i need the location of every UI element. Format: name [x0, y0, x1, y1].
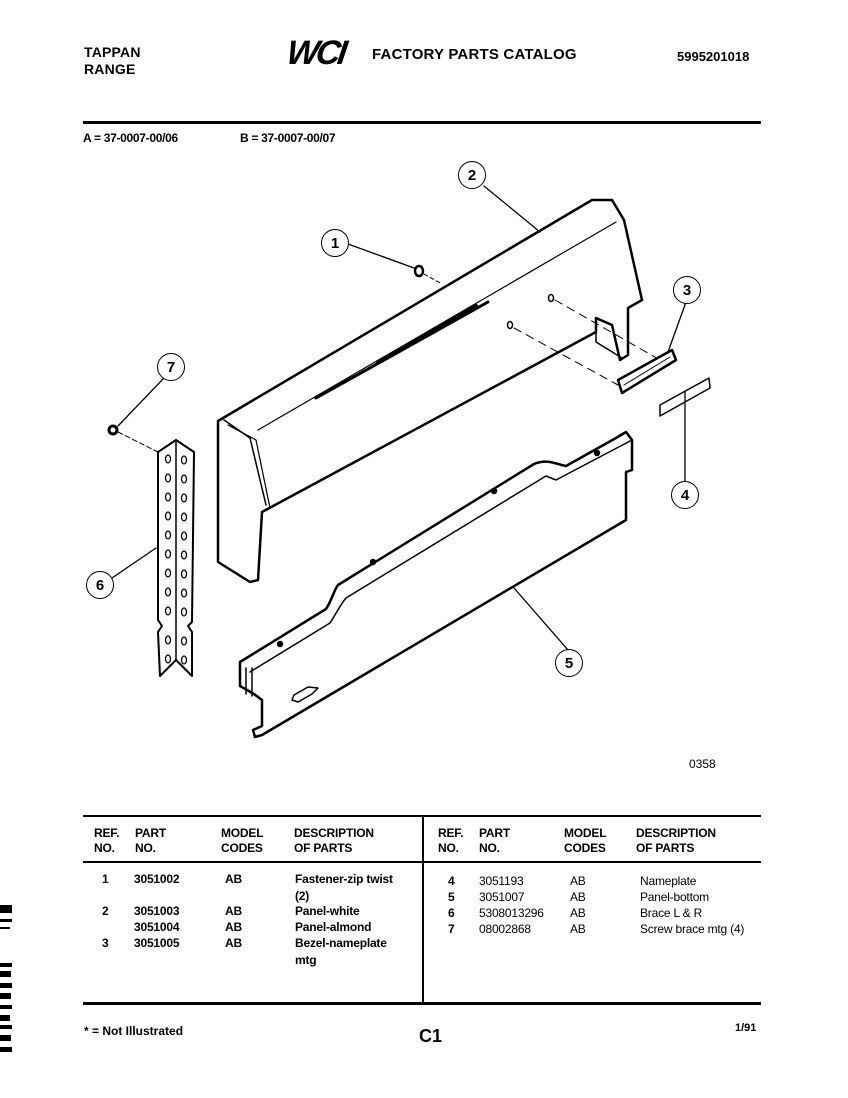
col-model-header-right: MODEL CODES	[564, 826, 607, 855]
description: Brace L & R	[640, 906, 703, 920]
model-codes: AB	[225, 936, 242, 950]
callout-4: 4	[671, 481, 699, 509]
description: Nameplate	[640, 874, 697, 888]
catalog-number: 5995201018	[677, 49, 750, 64]
page-code: C1	[419, 1026, 443, 1046]
ref-no: 1	[102, 872, 109, 886]
description: Panel-bottom	[640, 890, 709, 904]
model-codes: AB	[570, 874, 586, 888]
fastener-part	[415, 266, 423, 276]
col-ref-header-right: REF. NO.	[438, 826, 464, 855]
col-desc-header-right: DESCRIPTION OF PARTS	[636, 826, 716, 855]
revision-date: 1/91	[735, 1022, 757, 1034]
part-no: 3051193	[479, 874, 524, 888]
ref-no: 4	[448, 874, 455, 888]
callout-5: 5	[555, 649, 583, 677]
callout-1: 1	[321, 229, 349, 257]
brace-part	[158, 440, 194, 676]
ref-no: 2	[102, 904, 109, 918]
col-ref-header: REF. NO.	[94, 826, 120, 855]
model-codes: AB	[225, 904, 242, 918]
catalog-title: FACTORY PARTS CATALOG	[372, 46, 577, 63]
screw-part	[109, 426, 117, 434]
brand-name: TAPPAN	[84, 44, 141, 60]
description: Panel-almond	[295, 920, 372, 934]
model-codes: AB	[570, 922, 586, 936]
ref-no: 5	[448, 890, 455, 904]
part-no: 08002868	[479, 922, 531, 936]
model-b: B = 37-0007-00/07	[240, 131, 336, 145]
figure-code: 0358	[689, 757, 716, 771]
description: Bezel-nameplate	[295, 936, 387, 950]
description: Fastener-zip twist	[295, 872, 393, 886]
part-no: 3051005	[134, 936, 180, 950]
table-divider	[422, 815, 424, 1003]
part-no: 3051002	[134, 872, 180, 886]
scan-edge-artifact	[0, 905, 14, 1060]
col-desc-header: DESCRIPTION OF PARTS	[294, 826, 374, 855]
part-no: 3051004	[134, 920, 180, 934]
part-no: 3051003	[134, 904, 180, 918]
model-a: A = 37-0007-00/06	[83, 131, 178, 145]
model-codes: AB	[225, 920, 242, 934]
callout-2: 2	[458, 161, 486, 189]
col-part-header: PART NO.	[135, 826, 166, 855]
description-cont: mtg	[295, 953, 317, 967]
model-codes: AB	[570, 890, 586, 904]
ref-no: 3	[102, 936, 109, 950]
description: Panel-white	[295, 904, 360, 918]
callout-6: 6	[86, 571, 114, 599]
callout-3: 3	[673, 276, 701, 304]
callout-7: 7	[157, 353, 185, 381]
col-part-header-right: PART NO.	[479, 826, 510, 855]
wci-logo: WCI	[284, 34, 347, 72]
ref-no: 6	[448, 906, 455, 920]
table-bottom-rule	[83, 1002, 761, 1005]
col-model-header: MODEL CODES	[221, 826, 264, 855]
description-cont: (2)	[295, 889, 310, 903]
part-no: 5308013296	[479, 906, 544, 920]
model-codes: AB	[570, 906, 586, 920]
not-illustrated-note: * = Not Illustrated	[84, 1024, 184, 1038]
ref-no: 7	[448, 922, 455, 936]
model-codes: AB	[225, 872, 242, 886]
part-no: 3051007	[479, 890, 525, 904]
description: Screw brace mtg (4)	[640, 922, 745, 936]
product-type: RANGE	[84, 61, 136, 77]
